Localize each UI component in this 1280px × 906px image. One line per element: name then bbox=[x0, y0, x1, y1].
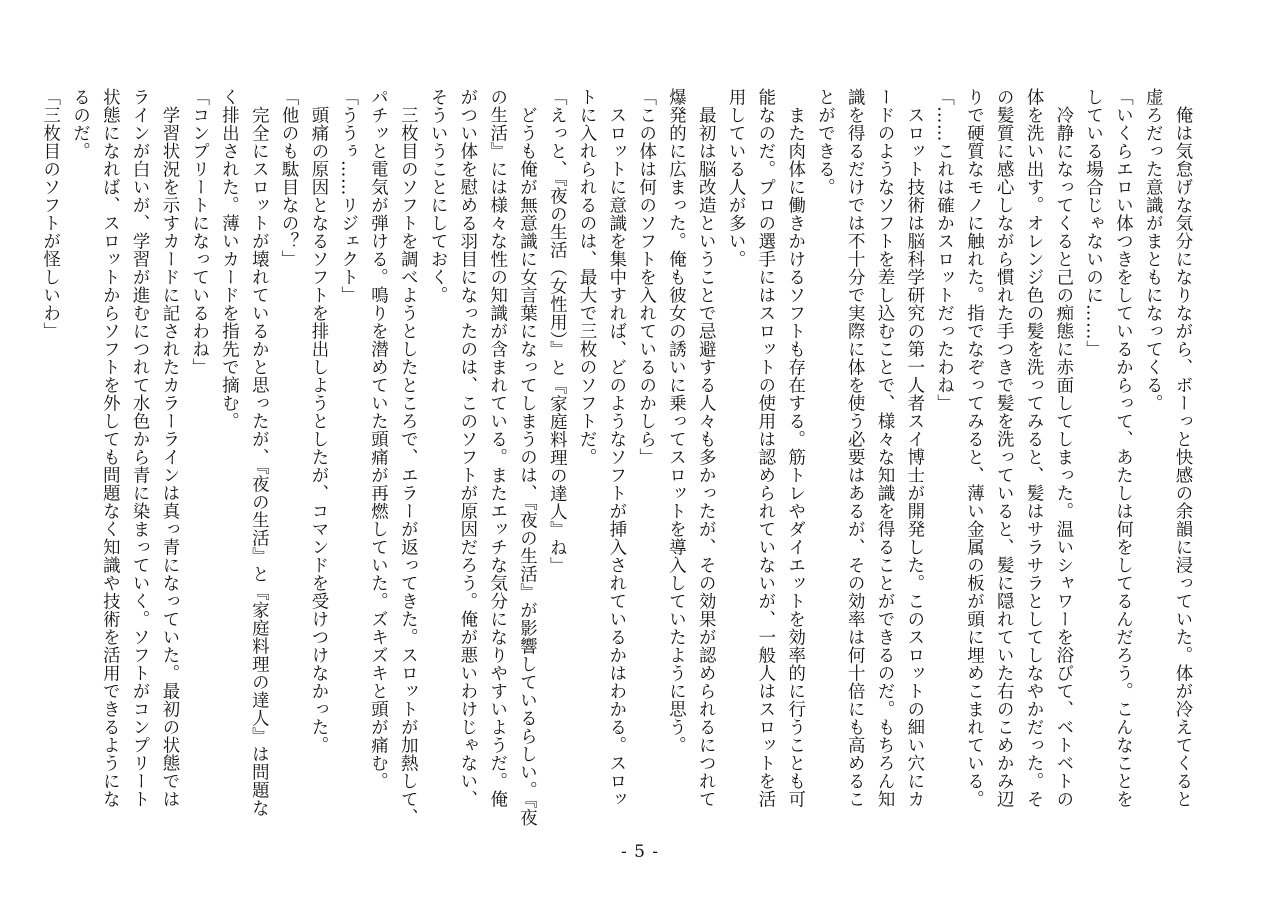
text-line: 頭痛の原因となるソフトを排出しようとしたが、コマンドを受けつけなかった。 bbox=[307, 88, 328, 754]
vertical-text-body bbox=[39, 88, 1196, 827]
text-line: 「コンプリートになっているわね」 bbox=[188, 88, 209, 376]
text-line: どうも俺が無意識に女言葉になってしまうのは、『夜の生活』が影響しているらしい。『夜 bbox=[516, 88, 537, 827]
text-line: 虚ろだった意識がまともになってくる。 bbox=[1142, 88, 1163, 412]
text-line: 状態になれば、スロットからソフトを外しても問題なく知識や技術を活用できるようにな bbox=[99, 88, 120, 808]
text-line: 「いくらエロい体つきをしているからって、あたしは何をしてるんだろう。こんなことを bbox=[1112, 88, 1133, 808]
text-line: 俺は気怠げな気分になりながら、ボーっと快感の余韻に浸っていた。体が冷えてくると bbox=[1172, 88, 1192, 808]
text-line: がつい体を慰める羽目になったのは、このソフトが原因だろう。俺が悪いわけじゃない、 bbox=[456, 88, 477, 808]
text-line: ードのようなソフトを差し込むことで、様々な知識を得ることができるのだ。もちろん知 bbox=[874, 88, 895, 808]
text-line: 最初は脳改造ということで忌避する人々も多かったが、その効果が認められるにつれて bbox=[695, 88, 716, 808]
text-line: の髪質に感心しながら慣れた手つきで髪を洗っていると、髪に隠れていた右のこめかみ辺 bbox=[993, 88, 1014, 808]
text-line: している場合じゃないのに……」 bbox=[1082, 88, 1103, 358]
text-line: 「他のも駄目なの？」 bbox=[278, 88, 299, 268]
text-line: 体を洗い出す。オレンジ色の髪を洗ってみると、髪はサラサラとしてしなやかだった。そ bbox=[1023, 88, 1044, 808]
text-line: 「ううぅ……リジェクト」 bbox=[337, 88, 358, 304]
text-line: ラインが白いが、学習が進むにつれて水色から青に染まっていく。ソフトがコンプリート bbox=[129, 88, 150, 808]
text-line: 「この体は何のソフトを入れているのかしら」 bbox=[635, 88, 656, 466]
text-line: 「……これは確かスロットだったわね」 bbox=[933, 88, 954, 412]
text-line: りで硬質なモノに触れた。指でなぞってみると、薄い金属の板が頭に埋めこまれている。 bbox=[963, 88, 984, 808]
text-line: 識を得るだけでは不十分で実際に体を使う必要はあるが、その効率は何十倍にも高めるこ bbox=[844, 88, 865, 808]
text-line: 完全にスロットが壊れているかと思ったが、『夜の生活』と『家庭料理の達人』は問題な bbox=[248, 88, 269, 818]
text-line: スロットに意識を集中すれば、どのようなソフトが挿入されているかはわかる。スロッ bbox=[605, 88, 626, 808]
text-line: 「三枚目のソフトが怪しいわ」 bbox=[39, 88, 60, 340]
page-number: - 5 - bbox=[620, 842, 660, 862]
text-line: 「えっと、『夜の生活（女性用）』と『家庭料理の達人』ね」 bbox=[546, 88, 567, 575]
text-line: 能なのだ。プロの選手にはスロットの使用は認められていないが、一般人はスロットを活 bbox=[754, 88, 775, 808]
text-line: トに入れられるのは、最大で三枚のソフトだ。 bbox=[576, 88, 597, 466]
text-line: パチッと電気が弾ける。鳴りを潜めていた頭痛が再燃していた。ズキズキと頭が痛む。 bbox=[367, 88, 388, 790]
text-line: の生活』には様々な性の知識が含まれている。またエッチな気分になりやすいようだ。俺 bbox=[486, 88, 507, 808]
text-line: 冷静になってくると己の痴態に赤面してしまった。温いシャワーを浴びて、ベトベトの bbox=[1052, 88, 1073, 808]
text-line: 爆発的に広まった。俺も彼女の誘いに乗ってスロットを導入していたように思う。 bbox=[665, 88, 686, 754]
text-line: また肉体に働きかけるソフトも存在する。筋トレやダイエットを効率的に行うことも可 bbox=[784, 88, 805, 808]
text-line: 三枚目のソフトを調べようとしたところで、エラーが返ってきた。スロットが加熱して、 bbox=[397, 88, 418, 826]
text-line: るのだ。 bbox=[69, 88, 90, 160]
text-line: 用している人が多い。 bbox=[725, 88, 746, 268]
text-line: スロット技術は脳科学研究の第一人者スイ博士が開発した。このスロットの細い穴にカ bbox=[903, 88, 924, 808]
text-line: そういうことにしておく。 bbox=[427, 88, 448, 304]
text-line: く排出された。薄いカードを指先で摘む。 bbox=[218, 88, 239, 430]
text-line: とができる。 bbox=[814, 88, 835, 196]
text-line: 学習状況を示すカードに記されたカラーラインは真っ青になっていた。最初の状態では bbox=[158, 88, 179, 808]
